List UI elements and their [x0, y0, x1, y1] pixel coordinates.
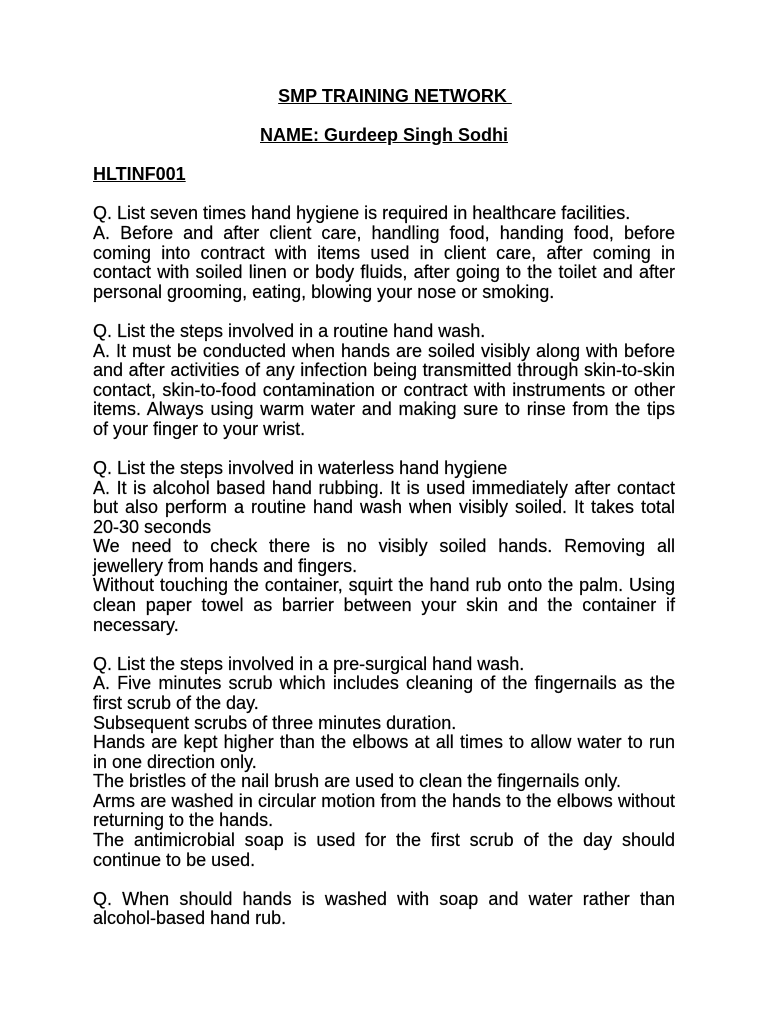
- answer-line: A. It must be conducted when hands are soiled visibly along with before: [93, 340, 675, 361]
- answer-paragraph: [93, 733, 675, 772]
- qa-section: [93, 322, 675, 439]
- answer-line: but also perform a routine hand wash when visibly soiled. It takes total: [93, 497, 675, 518]
- answer-line: 20-30 seconds: [93, 516, 212, 537]
- answer-paragraph: [93, 537, 675, 576]
- qa-section: [93, 204, 675, 302]
- answer-line: contact, skin-to-food contamination or contract with instruments or other: [93, 379, 675, 400]
- answer-line: items. Always using warm water and making sure to rinse from the tips: [93, 399, 675, 420]
- answer-line: jewellery from hands and fingers.: [93, 555, 358, 576]
- qa-section: [93, 655, 675, 870]
- answer-paragraph: [93, 714, 675, 734]
- answer-paragraph: [93, 342, 675, 440]
- question-line: Q. When should hands is washed with soap and water rather than: [93, 888, 675, 909]
- unit-code: HLTINF001: [93, 164, 186, 185]
- document-body: [93, 87, 675, 948]
- document-title: SMP TRAINING NETWORK: [278, 86, 512, 106]
- answer-line: returning to the hands.: [93, 810, 274, 831]
- answer-line: coming into contract with items used in client care, after coming in: [93, 242, 675, 263]
- answer-line: personal grooming, eating, blowing your nose or smoking.: [93, 281, 555, 302]
- answer-line: necessary.: [93, 614, 179, 635]
- answer-line: and after activities of any infection being transmitted through skin-to-skin: [93, 360, 675, 381]
- question-line: Q. List the steps involved in a pre-surgical hand wash.: [93, 653, 525, 674]
- answer-line: The antimicrobial soap is used for the first scrub of the day should: [93, 829, 675, 850]
- answer-line: in one direction only.: [93, 751, 257, 772]
- answer-line: Hands are kept higher than the elbows at all times to allow water to run: [93, 732, 675, 753]
- answer-line: A. Five minutes scrub which includes cleaning of the fingernails as the: [93, 673, 675, 694]
- answer-line: of your finger to your wrist.: [93, 418, 306, 439]
- question-line: Q. List the steps involved in waterless hand hygiene: [93, 457, 508, 478]
- answer-line: first scrub of the day.: [93, 692, 259, 713]
- answer-paragraph: [93, 576, 675, 635]
- answer-line: Without touching the container, squirt the hand rub onto the palm. Using: [93, 575, 675, 596]
- answer-line: continue to be used.: [93, 849, 256, 870]
- answer-line: The bristles of the nail brush are used to clean the fingernails only.: [93, 771, 621, 792]
- question-line: alcohol-based hand rub.: [93, 908, 287, 929]
- answer-paragraph: [93, 792, 675, 831]
- question-line: Q. List the steps involved in a routine hand wash.: [93, 320, 486, 341]
- answer-line: clean paper towel as barrier between your skin and the container if: [93, 595, 675, 616]
- answer-line: Arms are washed in circular motion from the hands to the elbows without: [93, 790, 675, 811]
- answer-paragraph: [93, 831, 675, 870]
- answer-line: A. It is alcohol based hand rubbing. It is used immediately after contact: [93, 477, 675, 498]
- answer-line: A. Before and after client care, handling food, handing food, before: [93, 223, 675, 244]
- answer-line: Subsequent scrubs of three minutes duration.: [93, 712, 457, 733]
- answer-paragraph: [93, 674, 675, 713]
- answer-line: contact with soiled linen or body fluids, after going to the toilet and after: [93, 262, 675, 283]
- answer-paragraph: [93, 479, 675, 538]
- answer-paragraph: [93, 224, 675, 302]
- answer-paragraph: [93, 772, 675, 792]
- qa-section: [93, 459, 675, 635]
- question-line: Q. List seven times hand hygiene is required in healthcare facilities.: [93, 203, 631, 224]
- answer-line: We need to check there is no visibly soiled hands. Removing all: [93, 536, 675, 557]
- student-name: NAME: Gurdeep Singh Sodhi: [260, 125, 508, 146]
- qa-section: [93, 890, 675, 929]
